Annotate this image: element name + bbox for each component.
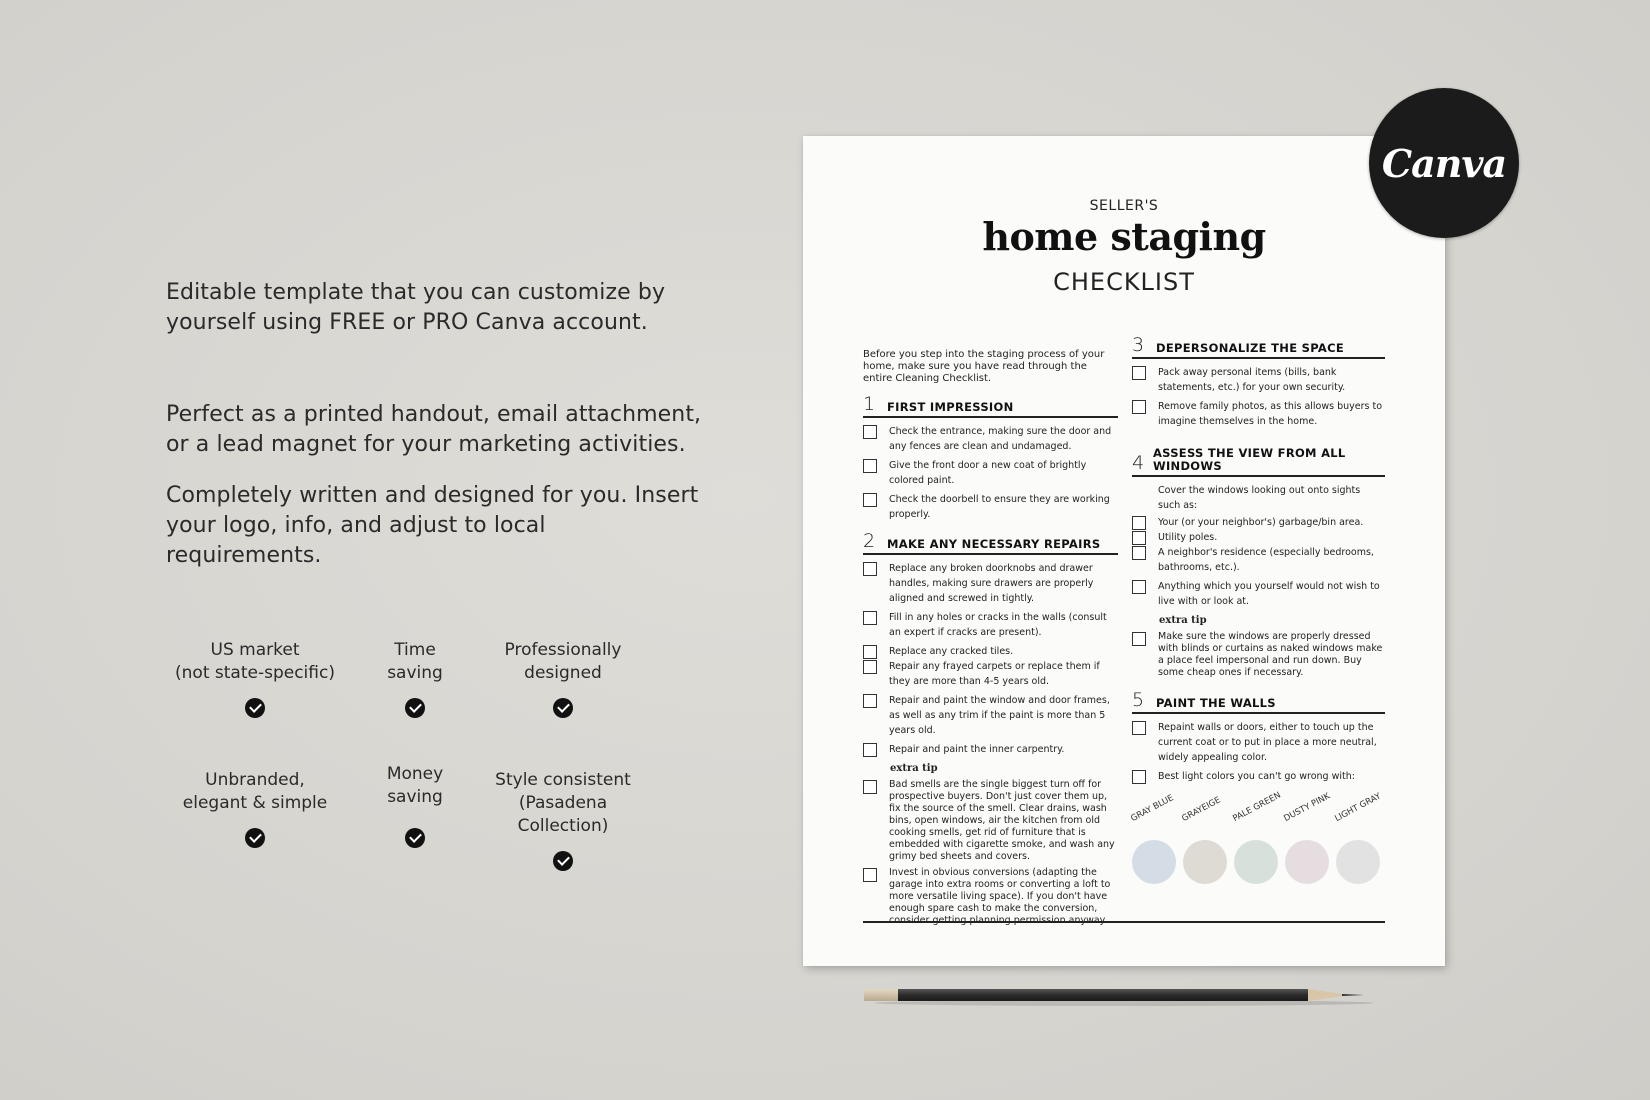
color-swatches <box>1132 840 1385 884</box>
checklist-item: Utility poles. <box>1132 530 1385 545</box>
checkbox[interactable] <box>1132 516 1146 530</box>
section-lead: Cover the windows looking out onto sights such as: <box>1158 485 1361 511</box>
section-heading: 4 ASSESS THE VIEW FROM ALL WINDOWS <box>1132 447 1385 477</box>
checklist-item: Repair and paint the window and door frames, as well as any trim if the paint is more than 5 years old. <box>863 693 1118 738</box>
feature-money-saving: Money saving <box>330 763 500 848</box>
check-icon <box>245 828 265 848</box>
left-column <box>863 349 1118 931</box>
checkbox[interactable] <box>863 868 877 882</box>
swatch-pale-green <box>1234 840 1278 884</box>
checklist-item: Give the front door a new coat of brightly colored paint. <box>863 458 1118 488</box>
color-labels <box>1129 790 1385 836</box>
checkbox[interactable] <box>1132 546 1146 560</box>
checklist-item: Repair and paint the inner carpentry. <box>863 742 1118 757</box>
color-label: GRAY BLUE <box>1129 793 1176 824</box>
swatch-light-gray <box>1336 840 1380 884</box>
section-heading: 3 DEPERSONALIZE THE SPACE <box>1132 336 1385 359</box>
checkbox[interactable] <box>863 611 877 625</box>
document-title: home staging <box>982 214 1266 259</box>
color-label: DUSTY PINK <box>1282 791 1332 824</box>
section-heading: 2 MAKE ANY NECESSARY REPAIRS <box>863 532 1118 555</box>
checkbox[interactable] <box>1132 770 1146 784</box>
checklist-item: Repair any frayed carpets or replace them if they are more than 4-5 years old. <box>863 659 1118 689</box>
checklist-item: Remove family photos, as this allows buyers to imagine themselves in the home. <box>1132 399 1385 429</box>
color-label: PALE GREEN <box>1231 790 1283 824</box>
feature-us-market: US market (not state-specific) <box>170 639 340 718</box>
feature-professional: Professionally designed <box>478 639 648 718</box>
checklist-item: Check the entrance, making sure the door and any fences are clean and undamaged. <box>863 424 1118 454</box>
description-usage: Perfect as a printed handout, email attachment, or a lead magnet for your marketing activities. <box>166 402 702 457</box>
color-label: LIGHT GRAY <box>1333 791 1383 824</box>
bottom-divider <box>863 921 1385 923</box>
checkbox[interactable] <box>863 780 877 794</box>
checklist-item: Pack away personal items (bills, bank statements, etc.) for your own security. <box>1132 365 1385 395</box>
checkbox[interactable] <box>1132 400 1146 414</box>
checklist-item: Repaint walls or doors, either to touch up the current coat or to put in place a more neutral, widely appealing color. <box>1132 720 1385 765</box>
checkbox[interactable] <box>1132 366 1146 380</box>
color-label: GRAYEIGE <box>1180 795 1223 824</box>
section-heading: 1 FIRST IMPRESSION <box>863 395 1118 418</box>
checkbox[interactable] <box>863 694 877 708</box>
checklist-item: Bad smells are the single biggest turn off for prospective buyers. Don't just cover them up, fix the source of the smell. Clear drains, wash bins, open windows, air the kitchen from old cooking smells, get rid of furniture that is embedded with cigarette smoke, and wash any grimy bed sheets and covers. <box>863 779 1118 863</box>
checkbox[interactable] <box>1132 580 1146 594</box>
checklist-item: Invest in obvious conversions (adapting the garage into extra rooms or converting a loft to more versatile living space). If you don't have enough spare cash to make the conversion, consider getting planning permission anyway. <box>863 867 1118 927</box>
checklist-item: Best light colors you can't go wrong with: <box>1132 769 1385 784</box>
checkbox[interactable] <box>863 660 877 674</box>
canva-logo-badge <box>1369 88 1519 238</box>
description-written: Completely written and designed for you. Insert your logo, info, and adjust to local requirements. <box>166 483 699 568</box>
checkbox[interactable] <box>1132 531 1146 545</box>
check-icon <box>405 828 425 848</box>
checklist-item: A neighbor's residence (especially bedrooms, bathrooms, etc.). <box>1132 545 1385 575</box>
checkbox[interactable] <box>1132 632 1146 646</box>
checkbox[interactable] <box>1132 721 1146 735</box>
checklist-document <box>803 136 1445 966</box>
intro-text: Before you step into the staging process of your home, make sure you have read through the entire Cleaning Checklist. <box>863 349 1105 384</box>
checkbox[interactable] <box>863 459 877 473</box>
feature-time-saving: Time saving <box>330 639 500 718</box>
section-heading: 5 PAINT THE WALLS <box>1132 691 1385 714</box>
checklist-item: Replace any cracked tiles. <box>863 644 1118 659</box>
right-column <box>1129 334 1385 884</box>
document-subtitle: CHECKLIST <box>1053 268 1195 296</box>
check-icon <box>405 698 425 718</box>
checkbox[interactable] <box>863 425 877 439</box>
pencil-icon <box>864 985 1384 1007</box>
check-icon <box>553 698 573 718</box>
feature-unbranded: Unbranded, elegant & simple <box>170 769 340 848</box>
checklist-item: Check the doorbell to ensure they are working properly. <box>863 492 1118 522</box>
checkbox[interactable] <box>863 743 877 757</box>
check-icon <box>245 698 265 718</box>
checklist-item: Replace any broken doorknobs and drawer handles, making sure drawers are properly aligned and screwed in tightly. <box>863 561 1118 606</box>
swatch-grayeige <box>1183 840 1227 884</box>
feature-style-consistent: Style consistent (Pasadena Collection) <box>478 769 648 871</box>
canva-logo-text: Canva <box>1381 140 1507 186</box>
checklist-item: Make sure the windows are properly dressed with blinds or curtains as naked windows make a place feel impersonal and run down. Buy some cheap ones if necessary. <box>1132 631 1385 679</box>
swatch-dusty-pink <box>1285 840 1329 884</box>
description-editable: Editable template that you can customize by yourself using FREE or PRO Canva account. <box>166 280 666 335</box>
extra-tip-label: extra tip <box>1159 615 1207 626</box>
swatch-gray-blue <box>1132 840 1176 884</box>
checkbox[interactable] <box>863 493 877 507</box>
checkbox[interactable] <box>863 562 877 576</box>
check-icon <box>553 851 573 871</box>
checkbox[interactable] <box>863 645 877 659</box>
document-pre-title: SELLER'S <box>1089 198 1159 214</box>
checklist-item: Anything which you yourself would not wish to live with or look at. <box>1132 579 1385 609</box>
checklist-item: Fill in any holes or cracks in the walls (consult an expert if cracks are present). <box>863 610 1118 640</box>
checklist-item: Your (or your neighbor's) garbage/bin area. <box>1132 515 1385 530</box>
extra-tip-label: extra tip <box>890 763 938 774</box>
